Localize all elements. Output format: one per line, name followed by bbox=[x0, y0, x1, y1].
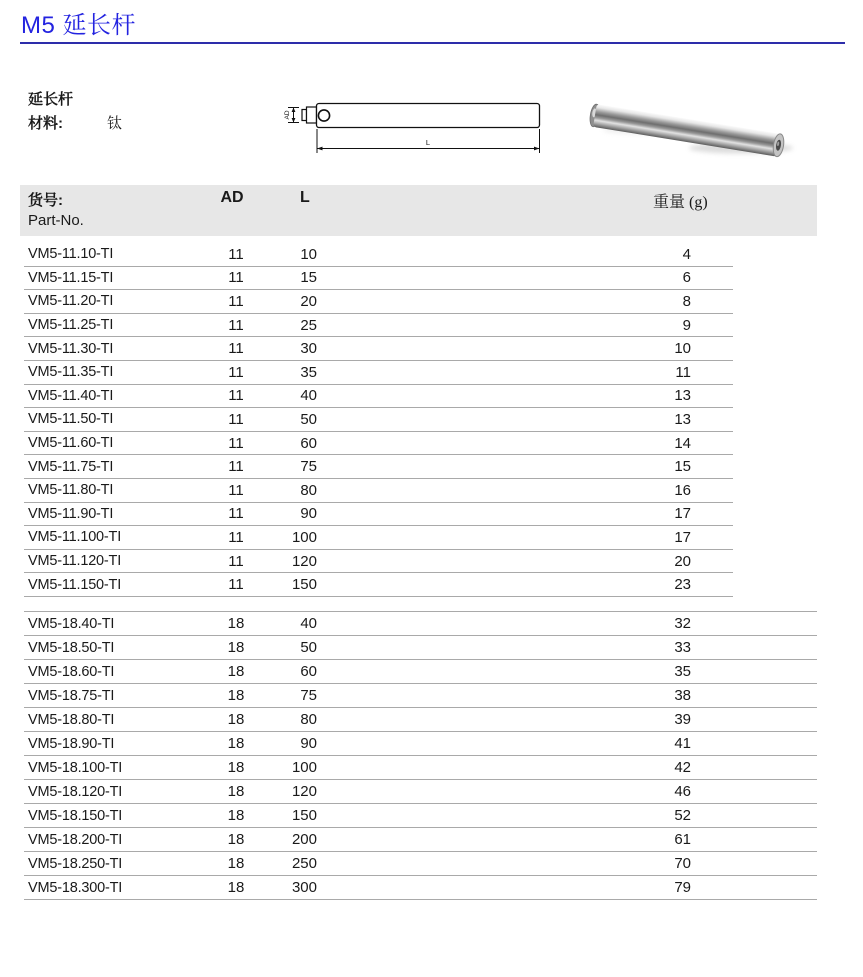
cell-weight: 17 bbox=[674, 528, 691, 546]
cell-part-no: VM5-11.75-TI bbox=[28, 458, 114, 475]
header-part-no-en: Part-No. bbox=[28, 212, 84, 229]
cell-ad: 18 bbox=[227, 615, 245, 632]
cell-weight: 4 bbox=[682, 245, 691, 263]
table-row bbox=[24, 684, 817, 708]
cell-length: 100 bbox=[291, 528, 317, 546]
cell-part-no: VM5-18.300-TI bbox=[28, 879, 123, 896]
cell-weight: 13 bbox=[674, 410, 691, 428]
cell-length: 25 bbox=[300, 316, 317, 334]
table-header bbox=[20, 185, 817, 236]
cell-weight: 35 bbox=[674, 663, 691, 680]
table-row bbox=[24, 267, 733, 291]
cell-part-no: VM5-11.25-TI bbox=[28, 317, 114, 334]
cell-part-no: VM5-11.150-TI bbox=[28, 576, 122, 593]
table-row bbox=[24, 290, 733, 314]
cell-ad: 18 bbox=[227, 687, 245, 704]
cell-ad: 11 bbox=[228, 269, 244, 287]
cell-length: 90 bbox=[300, 505, 317, 523]
cell-part-no: VM5-11.60-TI bbox=[28, 435, 114, 452]
cell-length: 100 bbox=[291, 759, 317, 776]
cell-ad: 18 bbox=[227, 807, 245, 824]
table-row bbox=[24, 550, 733, 574]
cell-ad: 11 bbox=[228, 576, 244, 594]
cell-length: 30 bbox=[300, 340, 317, 358]
cell-weight: 13 bbox=[674, 387, 691, 405]
material-value: 钛 bbox=[107, 115, 123, 132]
cell-length: 120 bbox=[291, 783, 317, 800]
product-photo bbox=[583, 82, 803, 167]
cell-length: 35 bbox=[300, 363, 317, 381]
table-row bbox=[24, 314, 733, 338]
table-row bbox=[24, 828, 817, 852]
dim-ad-label: AD bbox=[284, 110, 291, 120]
cell-ad: 11 bbox=[228, 505, 244, 523]
cell-ad: 11 bbox=[228, 340, 244, 358]
cell-length: 80 bbox=[300, 481, 317, 499]
table-row bbox=[24, 243, 733, 267]
table-row bbox=[24, 780, 817, 804]
cell-length: 15 bbox=[300, 269, 317, 287]
cell-ad: 18 bbox=[227, 831, 245, 848]
cell-length: 120 bbox=[291, 552, 317, 570]
cell-part-no: VM5-18.50-TI bbox=[28, 639, 115, 656]
cell-length: 60 bbox=[300, 434, 317, 452]
cell-ad: 18 bbox=[227, 639, 245, 656]
dim-ad-arrow-up bbox=[292, 108, 296, 113]
cell-length: 50 bbox=[300, 410, 317, 428]
rod-hole bbox=[318, 110, 329, 121]
cell-part-no: VM5-11.40-TI bbox=[28, 387, 114, 404]
cell-ad: 18 bbox=[227, 735, 245, 752]
table-row bbox=[24, 337, 733, 361]
header-col-weight: 重量 (g) bbox=[653, 194, 708, 211]
cell-ad: 11 bbox=[228, 316, 244, 334]
table-row bbox=[24, 432, 733, 456]
cell-weight: 41 bbox=[674, 735, 691, 752]
dim-ad-arrow-down bbox=[292, 118, 296, 123]
cell-weight: 15 bbox=[674, 458, 691, 476]
table-row bbox=[24, 408, 733, 432]
cell-length: 250 bbox=[291, 855, 317, 872]
cell-length: 40 bbox=[300, 387, 317, 405]
dim-l-label: L bbox=[425, 138, 431, 147]
cell-part-no: VM5-11.100-TI bbox=[28, 529, 122, 546]
cell-weight: 46 bbox=[674, 783, 691, 800]
cell-part-no: VM5-11.80-TI bbox=[28, 482, 114, 499]
table-row bbox=[24, 876, 817, 900]
table-row bbox=[24, 708, 817, 732]
cell-weight: 17 bbox=[674, 505, 691, 523]
title-divider bbox=[20, 42, 845, 44]
cell-ad: 18 bbox=[227, 879, 245, 896]
cell-part-no: VM5-18.75-TI bbox=[28, 687, 115, 704]
cell-weight: 79 bbox=[674, 879, 691, 896]
cell-weight: 61 bbox=[674, 831, 691, 848]
cell-ad: 11 bbox=[228, 528, 244, 546]
cell-weight: 6 bbox=[682, 269, 691, 287]
cell-weight: 20 bbox=[674, 552, 691, 570]
cell-part-no: VM5-11.30-TI bbox=[28, 340, 114, 357]
table-row bbox=[24, 573, 733, 597]
table-row bbox=[24, 503, 733, 527]
material-label: 材料: bbox=[28, 115, 63, 132]
cell-length: 150 bbox=[291, 576, 317, 594]
cell-weight: 33 bbox=[674, 639, 691, 656]
cell-ad: 18 bbox=[227, 855, 245, 872]
cell-ad: 11 bbox=[228, 387, 244, 405]
table-row bbox=[24, 804, 817, 828]
cell-ad: 18 bbox=[227, 663, 245, 680]
cell-part-no: VM5-11.15-TI bbox=[28, 269, 114, 286]
cell-weight: 14 bbox=[674, 434, 691, 452]
product-name: 延长杆 bbox=[28, 91, 74, 108]
cell-ad: 18 bbox=[227, 711, 245, 728]
table-row bbox=[24, 756, 817, 780]
table-row bbox=[24, 361, 733, 385]
cell-part-no: VM5-18.40-TI bbox=[28, 615, 115, 632]
cell-weight: 32 bbox=[674, 615, 691, 632]
cell-part-no: VM5-18.100-TI bbox=[28, 759, 123, 776]
cell-part-no: VM5-11.20-TI bbox=[28, 293, 114, 310]
table-group-ad11 bbox=[24, 243, 733, 597]
cell-ad: 11 bbox=[228, 552, 244, 570]
table-row bbox=[24, 455, 733, 479]
cell-length: 50 bbox=[300, 639, 317, 656]
cell-weight: 52 bbox=[674, 807, 691, 824]
rod-stud bbox=[302, 107, 317, 123]
cell-ad: 18 bbox=[227, 783, 245, 800]
header-col-ad: AD bbox=[220, 189, 244, 206]
cell-ad: 11 bbox=[228, 245, 244, 263]
cell-part-no: VM5-18.200-TI bbox=[28, 831, 123, 848]
cell-ad: 18 bbox=[227, 759, 245, 776]
table-row bbox=[24, 660, 817, 684]
table-group-ad18 bbox=[24, 611, 817, 900]
table-row bbox=[24, 852, 817, 876]
header-part-no-cn: 货号: bbox=[28, 192, 63, 209]
cell-part-no: VM5-18.150-TI bbox=[28, 807, 123, 824]
table-row bbox=[24, 385, 733, 409]
cell-weight: 10 bbox=[674, 340, 691, 358]
cell-weight: 38 bbox=[674, 687, 691, 704]
rod-render bbox=[589, 103, 786, 157]
cell-ad: 11 bbox=[228, 363, 244, 381]
cell-part-no: VM5-18.250-TI bbox=[28, 855, 123, 872]
technical-drawing bbox=[283, 92, 545, 160]
cell-length: 80 bbox=[300, 711, 317, 728]
cell-ad: 11 bbox=[228, 481, 244, 499]
cell-length: 20 bbox=[300, 292, 317, 310]
cell-ad: 11 bbox=[228, 410, 244, 428]
cell-weight: 9 bbox=[682, 316, 691, 334]
cell-part-no: VM5-11.35-TI bbox=[28, 364, 114, 381]
cell-weight: 11 bbox=[675, 363, 691, 381]
page-title: M5 延长杆 bbox=[21, 12, 137, 39]
cell-length: 60 bbox=[300, 663, 317, 680]
cell-weight: 16 bbox=[674, 481, 691, 499]
cell-part-no: VM5-18.60-TI bbox=[28, 663, 115, 680]
cell-length: 75 bbox=[300, 687, 317, 704]
cell-part-no: VM5-11.120-TI bbox=[28, 553, 122, 570]
cell-part-no: VM5-18.120-TI bbox=[28, 783, 123, 800]
cell-length: 200 bbox=[291, 831, 317, 848]
dim-l-arrow-right bbox=[534, 147, 540, 151]
table-row bbox=[24, 479, 733, 503]
cell-length: 40 bbox=[300, 615, 317, 632]
table-row bbox=[24, 732, 817, 756]
cell-weight: 39 bbox=[674, 711, 691, 728]
table-row bbox=[24, 636, 817, 660]
cell-weight: 8 bbox=[682, 292, 691, 310]
dim-l-arrow-left bbox=[317, 147, 323, 151]
cell-length: 90 bbox=[300, 735, 317, 752]
table-row bbox=[24, 526, 733, 550]
cell-length: 75 bbox=[300, 458, 317, 476]
cell-part-no: VM5-11.10-TI bbox=[28, 246, 114, 263]
cell-length: 10 bbox=[300, 245, 317, 263]
header-col-l: L bbox=[300, 189, 310, 206]
cell-weight: 42 bbox=[674, 759, 691, 776]
cell-part-no: VM5-18.90-TI bbox=[28, 735, 115, 752]
cell-weight: 23 bbox=[674, 576, 691, 594]
cell-part-no: VM5-11.90-TI bbox=[28, 505, 114, 522]
cell-ad: 11 bbox=[228, 292, 244, 310]
cell-part-no: VM5-11.50-TI bbox=[28, 411, 114, 428]
cell-length: 300 bbox=[291, 879, 317, 896]
cell-ad: 11 bbox=[228, 434, 244, 452]
table-row bbox=[24, 612, 817, 636]
rod-body bbox=[317, 104, 540, 128]
cell-length: 150 bbox=[291, 807, 317, 824]
cell-ad: 11 bbox=[228, 458, 244, 476]
material-row bbox=[28, 112, 122, 133]
cell-weight: 70 bbox=[674, 855, 691, 872]
cell-part-no: VM5-18.80-TI bbox=[28, 711, 115, 728]
